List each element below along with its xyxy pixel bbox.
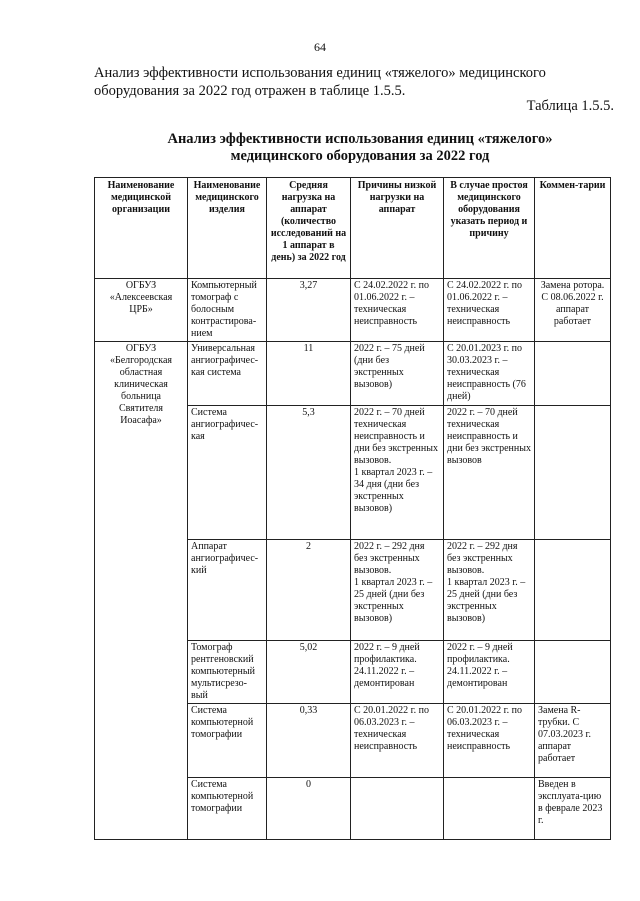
downtime-cell: 2022 г. – 70 дней техническая неисправность и дни без экстренных вызовов	[444, 406, 535, 540]
reasons-cell: С 24.02.2022 г. по 01.06.2022 г. – техническая неисправность	[351, 279, 444, 342]
downtime-cell	[444, 778, 535, 840]
device-cell: Система компьютерной томографии	[188, 778, 267, 840]
load-cell: 0	[267, 778, 351, 840]
reasons-cell: 2022 г. – 70 дней техническая неисправность и дни без экстренных вызовов. 1 квартал 2023 г. – 34 дня (дни без экстренных вызовов)	[351, 406, 444, 540]
page-number: 64	[314, 40, 326, 54]
load-cell: 0,33	[267, 704, 351, 778]
header-organization: Наименование медицинской организации	[95, 178, 188, 279]
comment-cell: Замена R-трубки. С 07.03.2023 г. аппарат работает	[535, 704, 611, 778]
header-average-load: Средняя нагрузка на аппарат (количество исследований на 1 аппарат в день) за 2022 год	[267, 178, 351, 279]
table-reference: Таблица 1.5.5.	[526, 98, 614, 114]
comment-cell	[535, 641, 611, 704]
comment-cell	[535, 406, 611, 540]
header-device: Наименование медицинского изделия	[188, 178, 267, 279]
device-cell: Система ангиографичес-кая	[188, 406, 267, 540]
table-title: Анализ эффективности использования единиц «тяжелого» медицинского оборудования за 2022 год	[167, 131, 553, 164]
reasons-cell	[351, 778, 444, 840]
reasons-cell: 2022 г. – 75 дней (дни без экстренных вызовов)	[351, 342, 444, 406]
comment-cell: Замена ротора. С 08.06.2022 г. аппарат работает	[535, 279, 611, 342]
downtime-cell: С 24.02.2022 г. по 01.06.2022 г. – техническая неисправность	[444, 279, 535, 342]
table-row	[95, 342, 611, 406]
device-cell: Аппарат ангиографичес-кий	[188, 540, 267, 641]
device-cell: Универсальная ангиографичес-кая система	[188, 342, 267, 406]
device-cell: Система компьютерной томографии	[188, 704, 267, 778]
load-cell: 5,02	[267, 641, 351, 704]
comment-cell: Введен в эксплуата-цию в феврале 2023 г.	[535, 778, 611, 840]
reasons-cell: 2022 г. – 9 дней профилактика. 24.11.2022 г. – демонтирован	[351, 641, 444, 704]
device-cell: Компьютерный томограф с болосным контрастирова-нием	[188, 279, 267, 342]
organization-cell: ОГБУЗ «Алексеевская ЦРБ»	[95, 279, 188, 342]
table-row	[95, 279, 611, 342]
reasons-cell: С 20.01.2022 г. по 06.03.2023 г. – техническая неисправность	[351, 704, 444, 778]
table-header-row	[95, 178, 611, 279]
load-cell: 2	[267, 540, 351, 641]
load-cell: 11	[267, 342, 351, 406]
load-cell: 3,27	[267, 279, 351, 342]
comment-cell	[535, 342, 611, 406]
comment-cell	[535, 540, 611, 641]
header-downtime: В случае простоя медицинского оборудования указать период и причину	[444, 178, 535, 279]
header-comments: Коммен-тарии	[535, 178, 611, 279]
device-cell: Томограф рентгеновский компьютерный мультисрезо-вый	[188, 641, 267, 704]
header-low-load-reasons: Причины низкой нагрузки на аппарат	[351, 178, 444, 279]
downtime-cell: С 20.01.2023 г. по 30.03.2023 г. – техническая неисправность (76 дней)	[444, 342, 535, 406]
reasons-cell: 2022 г. – 292 дня без экстренных вызовов. 1 квартал 2023 г. – 25 дней (дни без экстренных вызовов)	[351, 540, 444, 641]
organization-cell: ОГБУЗ «Белгородская областная клиническая больница Святителя Иоасафа»	[95, 342, 188, 840]
intro-paragraph: Анализ эффективности использования единиц «тяжелого» медицинского оборудования за 2022 год отражен в таблице 1.5.5.	[94, 65, 546, 99]
downtime-cell: 2022 г. – 292 дня без экстренных вызовов. 1 квартал 2023 г. – 25 дней (дни без экстренных вызовов)	[444, 540, 535, 641]
downtime-cell: 2022 г. – 9 дней профилактика. 24.11.2022 г. – демонтирован	[444, 641, 535, 704]
downtime-cell: С 20.01.2022 г. по 06.03.2023 г. – техническая неисправность	[444, 704, 535, 778]
equipment-efficiency-table	[94, 177, 611, 840]
load-cell: 5,3	[267, 406, 351, 540]
